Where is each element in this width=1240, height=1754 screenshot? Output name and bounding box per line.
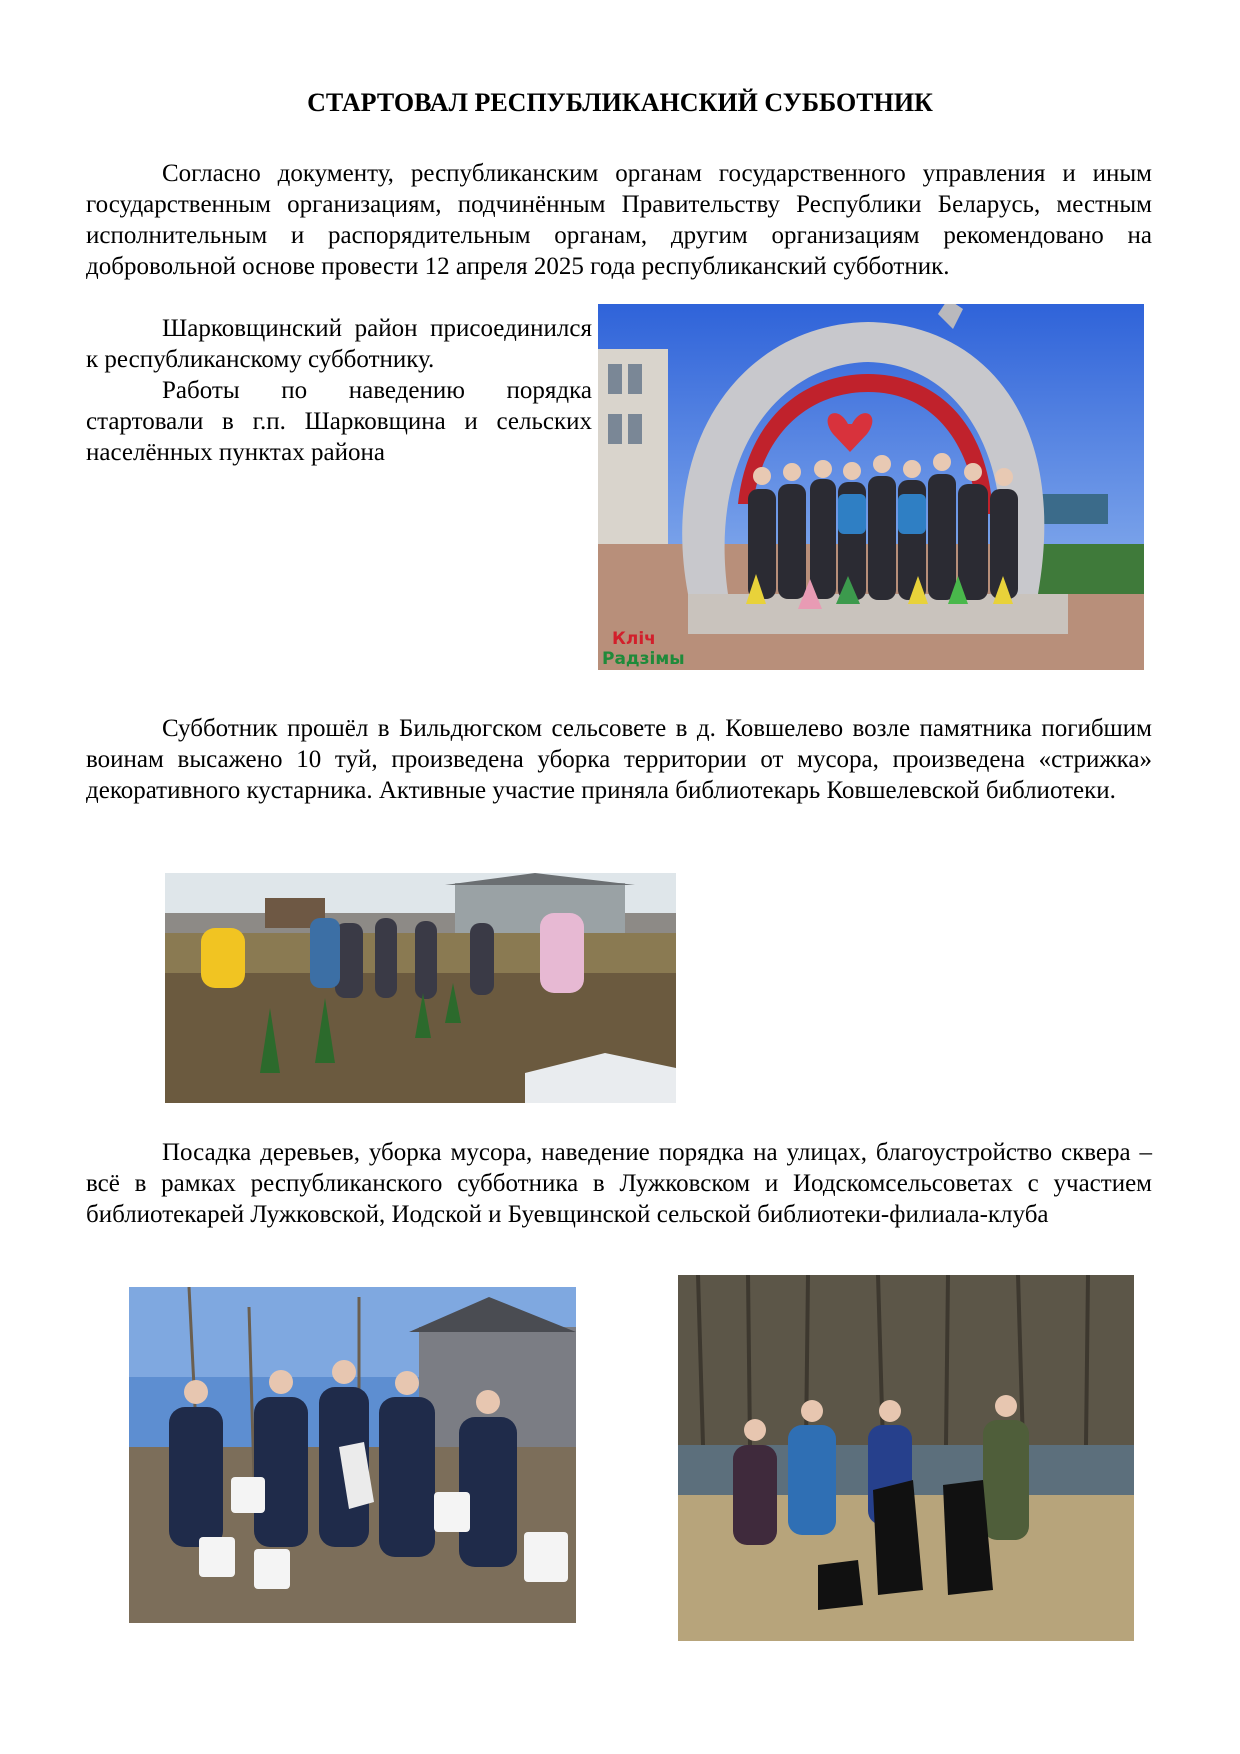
watermark-line1: Кліч	[612, 629, 656, 649]
paragraph-intro: Согласно документу, республиканским органам государственного управления и иным государственным организациям, подчинённым Правительству Республики Беларусь, местным исполнительным и распорядительным органам, другим организациям рекомендовано на добровольной основе провести 12 апреля 2025 года республиканский субботник.	[86, 160, 1152, 280]
watermark-line2: Радзімы	[602, 649, 685, 669]
paragraph-works: Работы по наведению порядка стартовали в г.п. Шарковщина и сельских населённых пунктах района	[86, 377, 592, 466]
photo-buckets-group	[129, 1287, 576, 1623]
paragraph-kovshelevo: Субботник прошёл в Бильдюгском сельсовете в д. Ковшелево возле памятника погибшим воинам высажено 10 туй, произведена уборка территории от мусора, произведена «стрижка» декоративного кустарника. Активные участие приняла библиотекарь Ковшелевской библиотеки.	[86, 715, 1152, 804]
photo-river-cleanup	[678, 1275, 1134, 1641]
paragraph-luzhki-iody: Посадка деревьев, уборка мусора, наведение порядка на улицах, благоустройство сквера – всё в рамках республиканского субботника в Лужковском и Иодскомсельсоветах с участием библиотекарей Лужковской, Иодской и Буевщинской сельской библиотеки-филиала-клуба	[86, 1139, 1152, 1228]
page-title: СТАРТОВАЛ РЕСПУБЛИКАНСКИЙ СУББОТНИК	[307, 88, 933, 117]
photo-group-monument	[598, 304, 1144, 670]
paragraph-district: Шарковщинский район присоединился к республиканскому субботнику.	[86, 315, 592, 373]
photo-planting-thujas	[165, 873, 676, 1103]
